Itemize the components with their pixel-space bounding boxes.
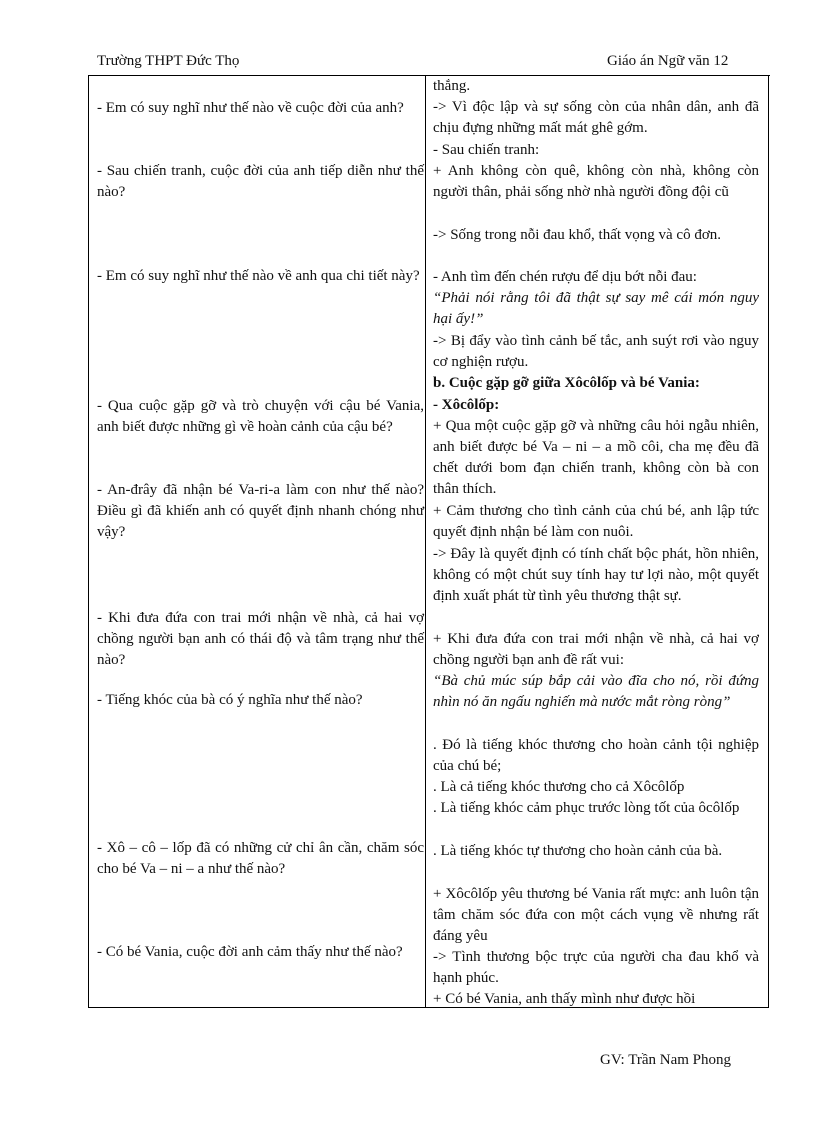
question-2: - Sau chiến tranh, cuộc đời của anh tiếp diễn như thế nào? <box>97 163 424 200</box>
answer-quote: “Phải nói rằng tôi đã thật sự say mê cái món nguy hại ấy!” <box>433 290 759 327</box>
question-9: - Có bé Vania, cuộc đời anh cảm thấy như thế nào? <box>97 944 403 960</box>
answer-line: - Sau chiến tranh: <box>433 142 540 158</box>
column-divider <box>425 76 426 1008</box>
header-school: Trường THPT Đức Thọ <box>97 53 240 69</box>
answer-line: + Qua một cuộc gặp gỡ và những câu hỏi ngẫu nhiên, anh biết được bé Va – ni – a mồ côi, cha mẹ đều đã chết dưới bom đạn chiến tranh, không còn bà con thân thích. <box>433 418 759 497</box>
answer-line: -> Đây là quyết định có tính chất bộc phát, hồn nhiên, không có một chút suy tính hay tư lợi nào, một quyết định xuất phát từ tình yêu thương thật sự. <box>433 546 759 604</box>
answer-line: -> Vì độc lập và sự sống còn của nhân dân, anh đã chịu đựng những mất mát ghê gớm. <box>433 99 759 136</box>
question-5: - An-đrây đã nhận bé Va-ri-a làm con như thế nào? Điều gì đã khiến anh có quyết định nhanh chóng như vậy? <box>97 482 424 540</box>
footer-teacher: GV: Trần Nam Phong <box>600 1052 731 1068</box>
answer-line: . Là cả tiếng khóc thương cho cả Xôcôlốp <box>433 779 685 795</box>
answer-line: . Là tiếng khóc tự thương cho hoàn cảnh của bà. <box>433 843 723 859</box>
answer-line: + Khi đưa đứa con trai mới nhận về nhà, cả hai vợ chồng người bạn anh đề rất vui: <box>433 631 759 668</box>
header-subject: Giáo án Ngữ văn 12 <box>607 53 729 69</box>
answer-line: . Là tiếng khóc cảm phục trước lòng tốt của ôcôlốp <box>433 800 740 816</box>
subsection-heading: - Xôcôlốp: <box>433 397 500 413</box>
answer-line: + Cảm thương cho tình cảnh của chú bé, anh lập tức quyết định nhận bé làm con nuôi. <box>433 503 759 540</box>
answer-line: thắng. <box>433 78 471 94</box>
answer-line: -> Bị đẩy vào tình cảnh bế tắc, anh suýt rơi vào nguy cơ nghiện rượu. <box>433 333 759 370</box>
answer-line: + Có bé Vania, anh thấy mình như được hồi <box>433 991 696 1007</box>
answer-line: -> Sống trong nỗi đau khổ, thất vọng và cô đơn. <box>433 227 722 243</box>
question-3: - Em có suy nghĩ như thế nào về anh qua chi tiết này? <box>97 268 420 284</box>
answer-quote: “Bà chủ múc súp bắp cải vào đĩa cho nó, rồi đứng nhìn nó ăn ngấu nghiến mà nước mắt ròng ròng” <box>433 673 759 710</box>
section-heading: b. Cuộc gặp gỡ giữa Xôcôlốp và bé Vania: <box>433 375 700 391</box>
answer-line: + Xôcôlốp yêu thương bé Vania rất mực: anh luôn tận tâm chăm sóc đứa con một cách vụng về nhưng rất đáng yêu <box>433 886 759 944</box>
answer-line: + Anh không còn quê, không còn nhà, không còn người thân, phải sống nhờ nhà người đồng đội cũ <box>433 163 759 200</box>
lesson-table <box>88 76 769 1008</box>
answer-line: - Anh tìm đến chén rượu để dịu bớt nỗi đau: <box>433 269 697 285</box>
question-1: - Em có suy nghĩ như thế nào về cuộc đời của anh? <box>97 100 404 116</box>
question-4: - Qua cuộc gặp gỡ và trò chuyện với cậu bé Vania, anh biết được những gì về hoàn cảnh của cậu bé? <box>97 398 424 435</box>
answer-line: -> Tình thương bộc trực của người cha đau khổ và hạnh phúc. <box>433 949 759 986</box>
answer-line: . Đó là tiếng khóc thương cho hoàn cảnh tội nghiệp của chú bé; <box>433 737 759 774</box>
question-6: - Khi đưa đứa con trai mới nhận về nhà, cả hai vợ chồng người bạn anh có thái độ và tâm trạng như thế nào? <box>97 610 424 668</box>
question-8: - Xô – cô – lốp đã có những cử chỉ ân cần, chăm sóc cho bé Va – ni – a như thế nào? <box>97 840 424 877</box>
question-7: - Tiếng khóc của bà có ý nghĩa như thế nào? <box>97 692 363 708</box>
